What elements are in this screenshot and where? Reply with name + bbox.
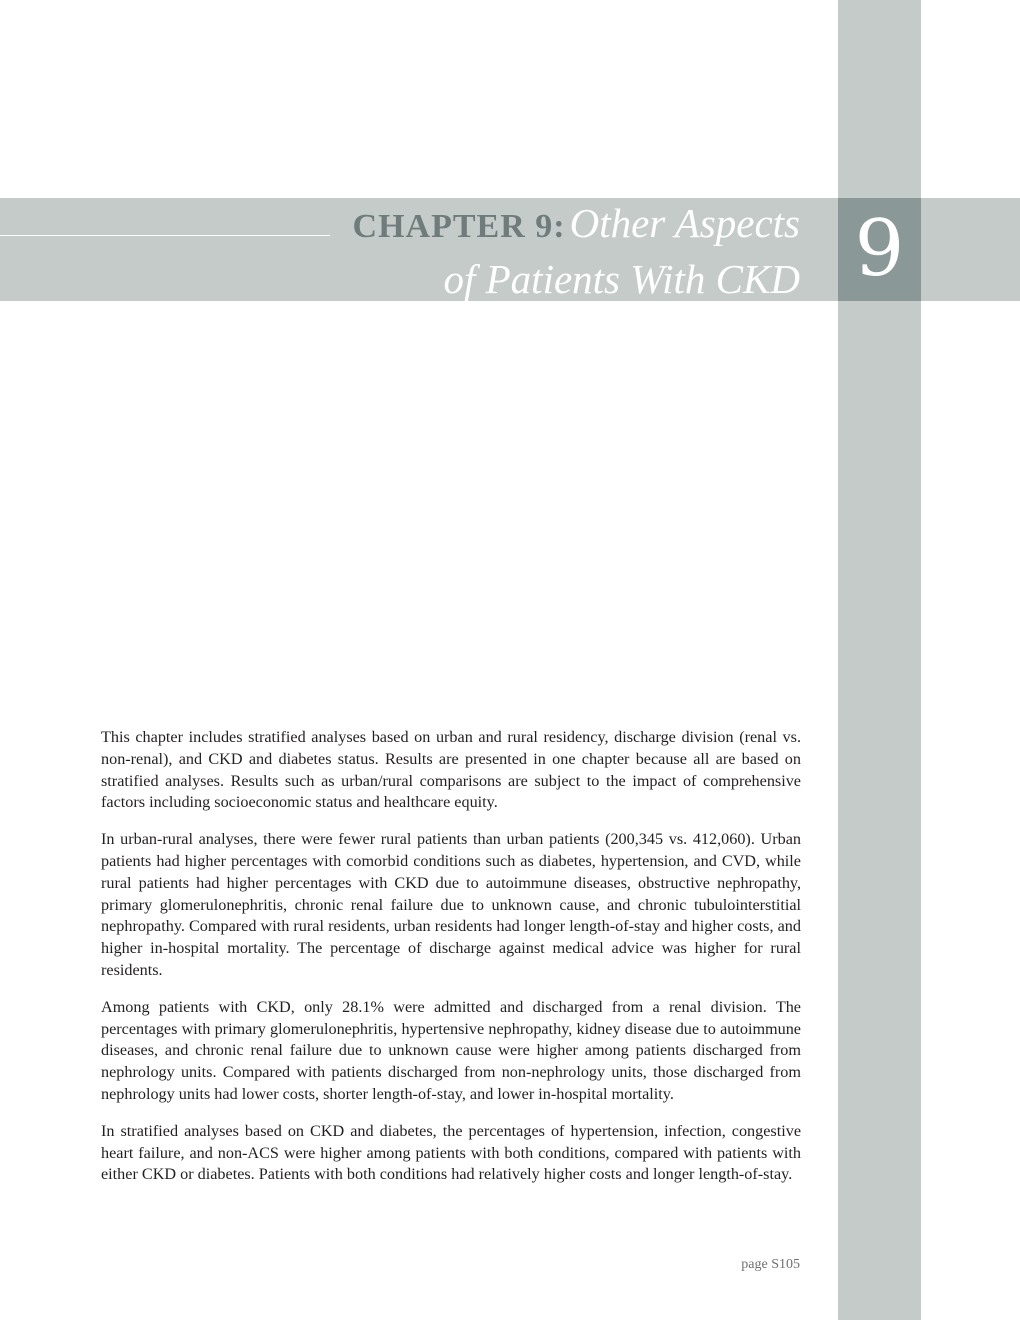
chapter-title-line-2	[353, 256, 800, 312]
paragraph-3: Among patients with CKD, only 28.1% were admitted and discharged from a renal division. The percentages with primary glomerulonephritis, hypertensive nephropathy, kidney disease due to autoimmune diseases, and chronic renal failure due to unknown cause were higher among patients discharged from nephrology units. Compared with patients discharged from non-nephrology units, those discharged from nephrology units had lower costs, shorter length-of-stay, and lower in-hospital mortality.	[101, 997, 801, 1103]
chapter-number: 9	[854, 204, 905, 294]
paragraph-2: In urban-rural analyses, there were fewer rural patients than urban patients (200,345 vs. 412,060). Urban patients had higher percentages with comorbid conditions such as diabetes, hypertension, and CVD, while rural patients had higher percentages with CKD due to autoimmune diseases, obstructive nephropathy, primary glomerulonephritis, chronic renal failure due to unknown cause, and chronic tubulointerstitial nephropathy. Compared with rural residents, urban residents had longer length-of-stay and higher costs, and higher in-hospital mortality. The percentage of discharge against medical advice was higher for rural residents.	[101, 830, 801, 979]
chapter-title-text-2: of Patients With CKD	[443, 256, 800, 302]
chapter-label: CHAPTER 9:	[352, 208, 566, 245]
chapter-title-text-1: Other Aspects	[569, 200, 800, 246]
chapter-title	[353, 200, 800, 312]
body-text	[101, 727, 801, 1201]
page-number: page S105	[741, 1257, 800, 1272]
paragraph-4: In stratified analyses based on CKD and diabetes, the percentages of hypertension, infection, congestive heart failure, and non-ACS were higher among patients with both conditions, compared with patients with either CKD or diabetes. Patients with both conditions had relatively higher costs and longer length-of-stay.	[101, 1121, 801, 1184]
title-rule-line	[0, 235, 330, 236]
paragraph-1: This chapter includes stratified analyses based on urban and rural residency, discharge division (renal vs. non-renal), and CKD and diabetes status. Results are presented in one chapter because all are based on stratified analyses. Results such as urban/rural comparisons are subject to the impact of comprehensive factors including socioeconomic status and healthcare equity.	[101, 728, 801, 812]
chapter-title-line-1	[353, 200, 800, 256]
